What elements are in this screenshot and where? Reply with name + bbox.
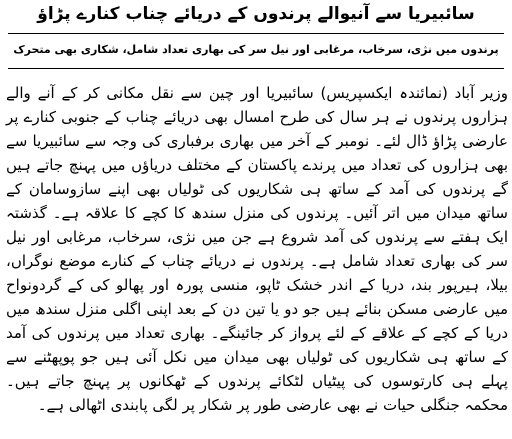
article-body-paragraph: وزیر آباد (نمائندہ ایکسپریس) سائبیریا اور چین سے نقل مکانی کر کے آنے والے ہزاروں پرندوں نے ہر سال کی طرح امسال بھی دریائے چناب کے جنوبی کنارے پر عارضی پڑاؤ ڈال لئے۔ نومبر کے آخر میں بھاری برفباری کی وجہ سے سائبیریا سے بھی ہزاروں کی تعداد میں پرندے پاکستان کے مختلف دریاؤں میں پہنچ جاتے ہیں گے پرندوں کی آمد کے ساتھ ہی شکاریوں کی ٹولیاں بھی اپنے سازوسامان کے ساتھ میدان میں اتر آئیں۔ پرندوں کی منزل سندھ کا کچے کا علاقہ ہے۔ گذشتہ ایک ہفتے سے پرندوں کی آمد شروع ہے جن میں نژی، سرخاب، مرغابی اور نیل سر کی بھاری تعداد شامل ہے۔ پرندوں نے دریائے چناب کے کنارے موضع نوگراں، بیلا، ہیرپور بند، دریا کے اندر خشک ٹاپو، منسی پورہ اور پھالو کی کے گردونواح میں عارضی مسکن بنائے ہیں جو دو یا تین دن کے بعد اپنی اگلی منزل سندھ میں دریا کے کچے کے علاقے کے لئے پرواز کر جائینگے۔ بھاری تعداد میں پرندوں کی آمد کے ساتھ ہی شکاریوں کی ٹولیاں بھی میدان میں نکل آئی ہیں جو پوپھٹنے سے پہلے ہی کارتوسوں کی پیٹیاں لٹکائے پرندوں کے ٹھکانوں پر پہنچ جاتے ہیں۔ محکمہ جنگلی حیات نے بھی عارضی طور پر شکار پر لگی پابندی اٹھالی ہے۔ <box>6 84 508 414</box>
article-body <box>6 82 508 418</box>
subheadline: پرندوں میں نژی، سرخاب، مرغابی اور نیل سر کی بھاری تعداد شامل، شکاری بھی متحرک <box>13 43 499 56</box>
headline-divider-bottom <box>8 68 504 69</box>
headline: سائبیریا سے آنیوالے پرندوں کے دریائے چناب کنارے پڑاؤ <box>37 4 475 24</box>
headline-divider-top <box>8 33 504 34</box>
